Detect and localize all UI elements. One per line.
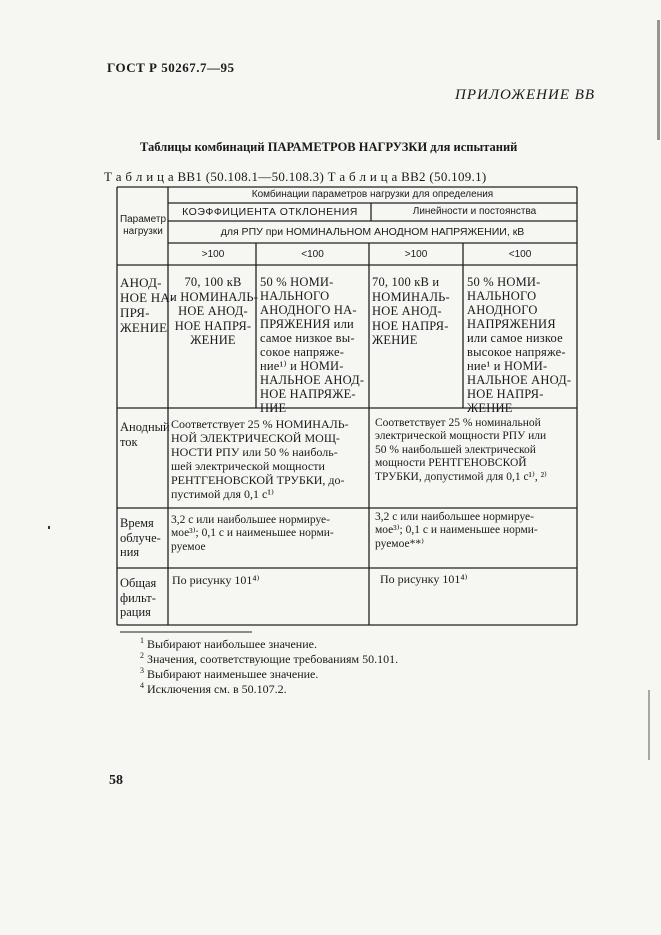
cell-anode-c3: 70, 100 кВ и НОМИНАЛЬ- НОЕ АНОД- НОЕ НАПРЯ- ЖЕНИЕ bbox=[372, 275, 450, 347]
cell-anode-c1: 70, 100 кВ и НОМИНАЛЬ- НОЕ АНОД- НОЕ НАПРЯ- ЖЕНИЕ bbox=[170, 275, 259, 347]
footnote-4: $^4$ Исключения см. в 50.107.2. bbox=[140, 681, 287, 696]
cell-anode-c4: 50 % НОМИ- НАЛЬНОГО АНОДНОГО НАПРЯЖЕНИЯ или самое низкое высокое напряже- ние¹ и НОМИ- НАЛЬНОЕ АНОД- НОЕ НАПРЯ- ЖЕНИЕ bbox=[467, 275, 572, 415]
param-header: Параметр нагрузки bbox=[119, 214, 167, 237]
cell-time-left: 3,2 с или наибольшее нормируе- мое³⁾; 0,1 с и наименьшее норми- руемое bbox=[171, 514, 334, 553]
standard-number: ГОСТ Р 50267.7—95 bbox=[107, 60, 235, 75]
param-exposure-time: Время облуче- ния bbox=[120, 516, 161, 559]
param-filtration: Общая фильт- рация bbox=[120, 576, 157, 619]
combo-header: Комбинации параметров нагрузки для определения bbox=[251, 189, 494, 200]
table-caption: Т а б л и ц а ВВ1 (50.108.1—50.108.3) Т а б л и ц а ВВ2 (50.109.1) bbox=[104, 169, 487, 184]
footnote-3: $^3$ Выбирают наименьшее значение. bbox=[140, 666, 319, 681]
cell-filtration-left: По рисунку 101⁴⁾ bbox=[172, 573, 260, 587]
cell-current-right: Соответствует 25 % номинальной электрической мощности РПУ или 50 % наибольшей электрической мощности РЕНТГЕНОВСКОЙ ТРУБКИ, допустимой для 0,1 с¹⁾, ²⁾ bbox=[375, 417, 547, 483]
sub-gt100-b: >100 bbox=[404, 249, 428, 260]
scan-dot bbox=[48, 526, 50, 529]
scan-edge-mark bbox=[648, 690, 650, 760]
rpu-row: для РПУ при НОМИНАЛЬНОМ АНОДНОМ НАПРЯЖЕНИИ, кВ bbox=[220, 226, 525, 238]
page-number: 58 bbox=[109, 773, 123, 788]
cell-anode-c2: 50 % НОМИ- НАЛЬНОГО АНОДНОГО НА- ПРЯЖЕНИЯ или самое низкое вы- сокое напряже- ние¹⁾ и НОМИ- НАЛЬНОЕ АНОД- НОЕ НАПРЯЖЕ- НИЕ bbox=[260, 275, 365, 415]
sub-lt100-b: <100 bbox=[508, 249, 532, 260]
footnote-1: $^1$ Выбирают наибольшее значение. bbox=[140, 636, 317, 651]
footnote-2: $^2$ Значения, соответствующие требованиям 50.101. bbox=[140, 651, 399, 666]
cell-time-right: 3,2 с или наибольшее нормируе- мое³⁾; 0,1 с и наименьшее норми- руемое**⁾ bbox=[375, 511, 538, 550]
param-anode-voltage: АНОД- НОЕ НА- ПРЯ- ЖЕНИЕ bbox=[120, 275, 175, 336]
scan-edge-mark bbox=[657, 20, 660, 140]
param-anode-current: Анодный ток bbox=[120, 420, 170, 449]
sub-gt100-a: >100 bbox=[201, 249, 225, 260]
appendix-label: ПРИЛОЖЕНИЕ ВВ bbox=[455, 87, 596, 103]
page-title: Таблицы комбинаций ПАРАМЕТРОВ НАГРУЗКИ для испытаний bbox=[140, 140, 518, 154]
cell-filtration-right: По рисунку 101⁴⁾ bbox=[380, 572, 468, 586]
group-linearity: Линейности и постоянства bbox=[412, 206, 537, 217]
sub-lt100-a: <100 bbox=[301, 249, 324, 260]
cell-current-left: Соответствует 25 % НОМИНАЛЬ- НОЙ ЭЛЕКТРИЧЕСКОЙ МОЩ- НОСТИ РПУ или 50 % наиболь- шей электрической мощности РЕНТГЕНОВСКОЙ ТРУБКИ, до- пустимой для 0,1 с¹⁾ bbox=[171, 417, 349, 502]
group-deviation: КОЭФФИЦИЕНТА ОТКЛОНЕНИЯ bbox=[182, 206, 358, 218]
